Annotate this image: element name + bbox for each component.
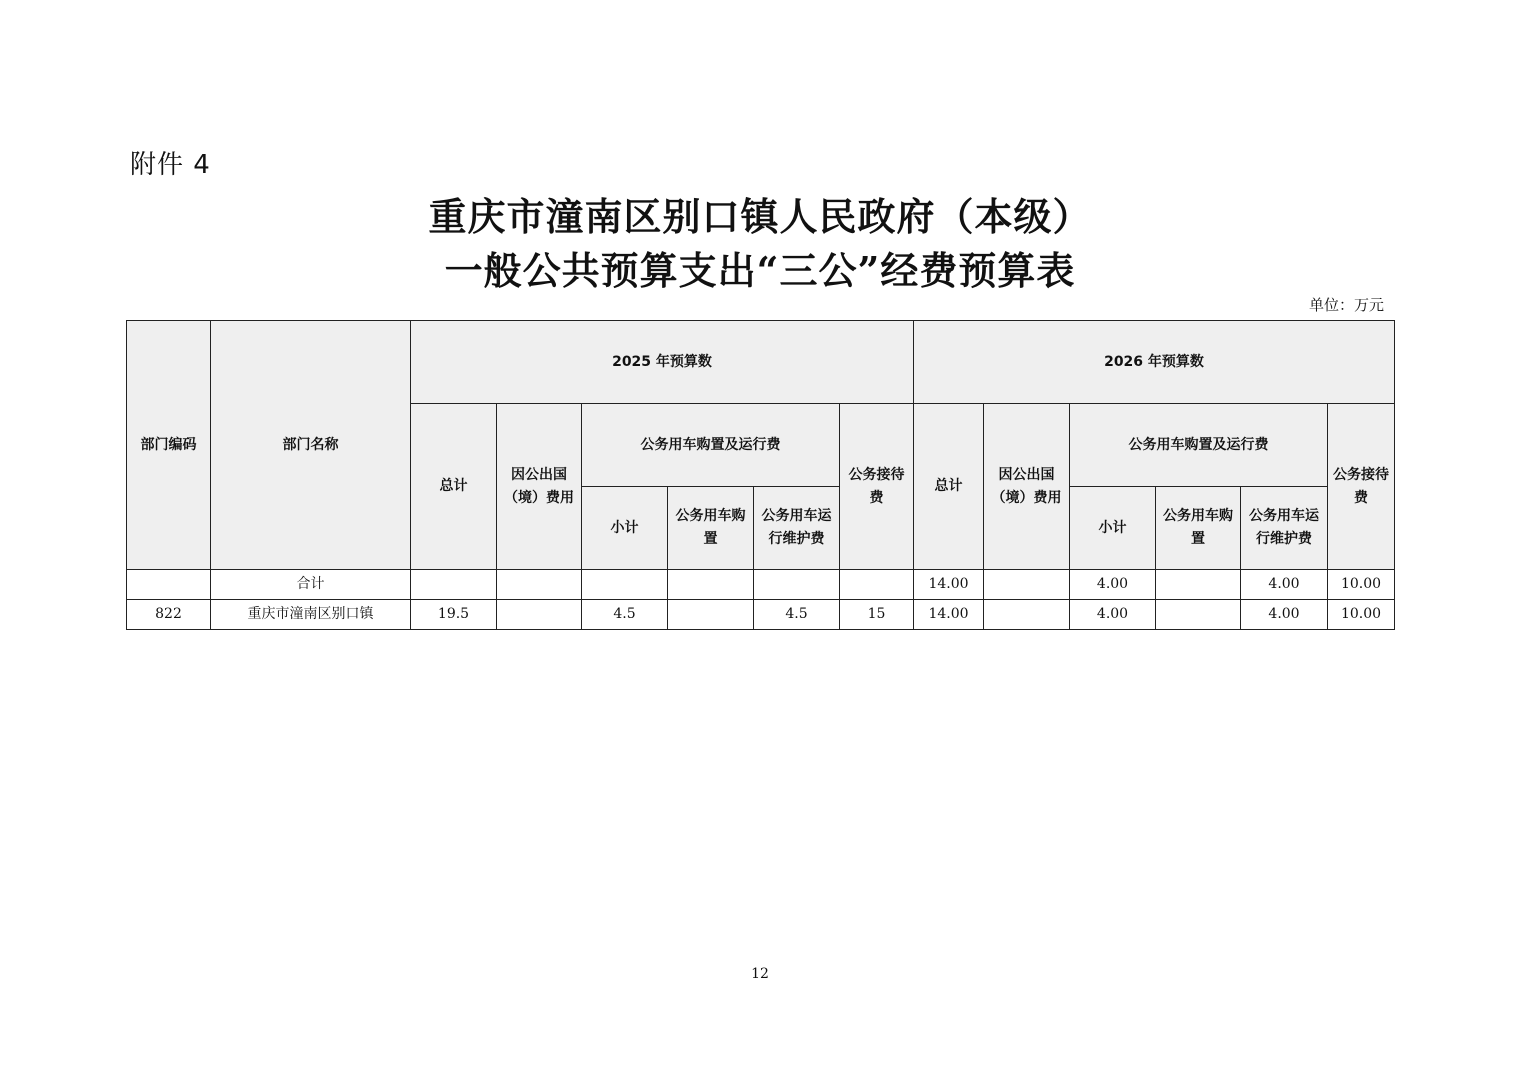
header-dept-name: 部门名称 [211, 321, 411, 570]
cell-2025-total: 19.5 [411, 600, 497, 630]
header-2026-vehicle-group: 公务用车购置及运行费 [1070, 404, 1328, 487]
cell-2026-purchase [1156, 600, 1241, 630]
cell-code [127, 570, 211, 600]
cell-code: 822 [127, 600, 211, 630]
attachment-label: 附件 4 [130, 150, 211, 180]
header-2026-overseas: 因公出国（境）费用 [984, 404, 1070, 570]
header-2026-total: 总计 [914, 404, 984, 570]
cell-2025-subtotal [582, 570, 668, 600]
page-title-line2: 一般公共预算支出“三公”经费预算表 [444, 248, 1076, 293]
header-2026-vehicle-operation: 公务用车运行维护费 [1241, 487, 1328, 570]
header-year-2025: 2025 年预算数 [411, 321, 914, 404]
page-number: 12 [751, 966, 769, 982]
cell-2025-reception [840, 570, 914, 600]
cell-2025-purchase [668, 570, 754, 600]
header-2025-vehicle-operation: 公务用车运行维护费 [754, 487, 840, 570]
cell-2025-reception: 15 [840, 600, 914, 630]
cell-2025-purchase [668, 600, 754, 630]
table-row-total [127, 570, 1395, 600]
budget-table [126, 320, 1395, 630]
header-year-2026: 2026 年预算数 [914, 321, 1395, 404]
cell-2025-overseas [497, 600, 582, 630]
cell-2026-overseas [984, 570, 1070, 600]
cell-2025-subtotal: 4.5 [582, 600, 668, 630]
header-2025-total: 总计 [411, 404, 497, 570]
header-2026-subtotal: 小计 [1070, 487, 1156, 570]
header-2025-subtotal: 小计 [582, 487, 668, 570]
cell-2026-reception: 10.00 [1328, 600, 1395, 630]
cell-2026-total: 14.00 [914, 600, 984, 630]
cell-2026-subtotal: 4.00 [1070, 570, 1156, 600]
cell-2026-operation: 4.00 [1241, 570, 1328, 600]
cell-2025-overseas [497, 570, 582, 600]
page-title-line1: 重庆市潼南区别口镇人民政府（本级） [428, 194, 1092, 239]
unit-label: 单位：万元 [1308, 296, 1384, 314]
cell-2026-overseas [984, 600, 1070, 630]
cell-2025-total [411, 570, 497, 600]
header-2026-reception: 公务接待费 [1328, 404, 1395, 570]
cell-2026-reception: 10.00 [1328, 570, 1395, 600]
table-row [127, 600, 1395, 630]
header-2026-vehicle-purchase: 公务用车购置 [1156, 487, 1241, 570]
cell-2025-operation: 4.5 [754, 600, 840, 630]
cell-2026-purchase [1156, 570, 1241, 600]
header-2025-vehicle-purchase: 公务用车购置 [668, 487, 754, 570]
header-2025-reception: 公务接待费 [840, 404, 914, 570]
cell-2026-total: 14.00 [914, 570, 984, 600]
cell-name: 重庆市潼南区别口镇 [211, 600, 411, 630]
cell-2026-subtotal: 4.00 [1070, 600, 1156, 630]
cell-2026-operation: 4.00 [1241, 600, 1328, 630]
header-2025-vehicle-group: 公务用车购置及运行费 [582, 404, 840, 487]
header-2025-overseas: 因公出国（境）费用 [497, 404, 582, 570]
header-dept-code: 部门编码 [127, 321, 211, 570]
cell-2025-operation [754, 570, 840, 600]
cell-name: 合计 [211, 570, 411, 600]
